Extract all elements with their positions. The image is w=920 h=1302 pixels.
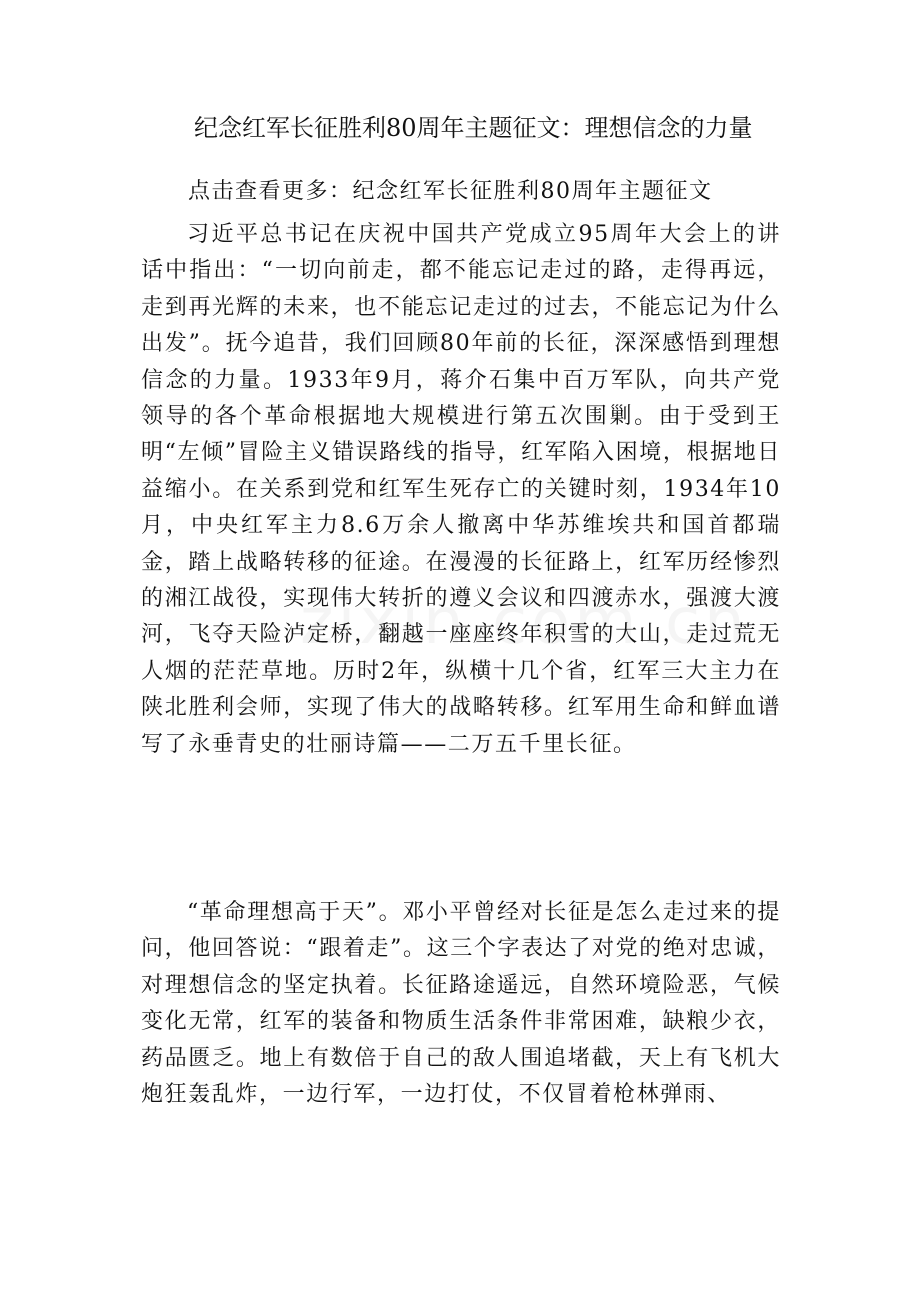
paragraph-1: 习近平总书记在庆祝中国共产党成立95周年大会上的讲话中指出：“一切向前走，都不能忘记走过的路，走得再远，走到再光辉的未来，也不能忘记走过的过去，不能忘记为什么出发”。抚今追昔，我们回顾80年前的长征，深深感悟到理想信念的力量。1933年9月，蒋介石集中百万军队，向共产党领导的各个革命根据地大规模进行第五次围剿。由于受到王明“左倾”冒险主义错误路线的指导，红军陷入困境，根据地日益缩小。在关系到党和红军生死存亡的关键时刻，1934年10月，中央红军主力8.6万余人撤离中华苏维埃共和国首都瑞金，踏上战略转移的征途。在漫漫的长征路上，红军历经惨烈的湘江战役，实现伟大转折的遵义会议和四渡赤水，强渡大渡河，飞夺天险泸定桥，翻越一座座终年积雪的大山，走过荒无人烟的茫茫草地。历时2年，纵横十几个省，红军三大主力在陕北胜利会师，实现了伟大的战略转移。红军用生命和鲜血谱写了永垂青史的壮丽诗篇——二万五千里长征。: [141, 222, 781, 757]
paragraph-2: “革命理想高于天”。邓小平曾经对长征是怎么走过来的提问，他回答说：“跟着走”。这三个字表达了对党的绝对忠诚，对理想信念的坚定执着。长征路途遥远，自然环境险恶，气候变化无常，红军的装备和物质生活条件非常困难，缺粮少衣，药品匮乏。地上有数倍于自己的敌人围追堵截，天上有飞机大炮狂轰乱炸，一边行军，一边打仗，不仅冒着枪林弹雨、: [141, 900, 781, 1108]
page-title: 纪念红军长征胜利80周年主题征文：理想信念的力量: [194, 114, 753, 142]
more-articles-link[interactable]: 点击查看更多：纪念红军长征胜利80周年主题征文: [188, 179, 713, 204]
